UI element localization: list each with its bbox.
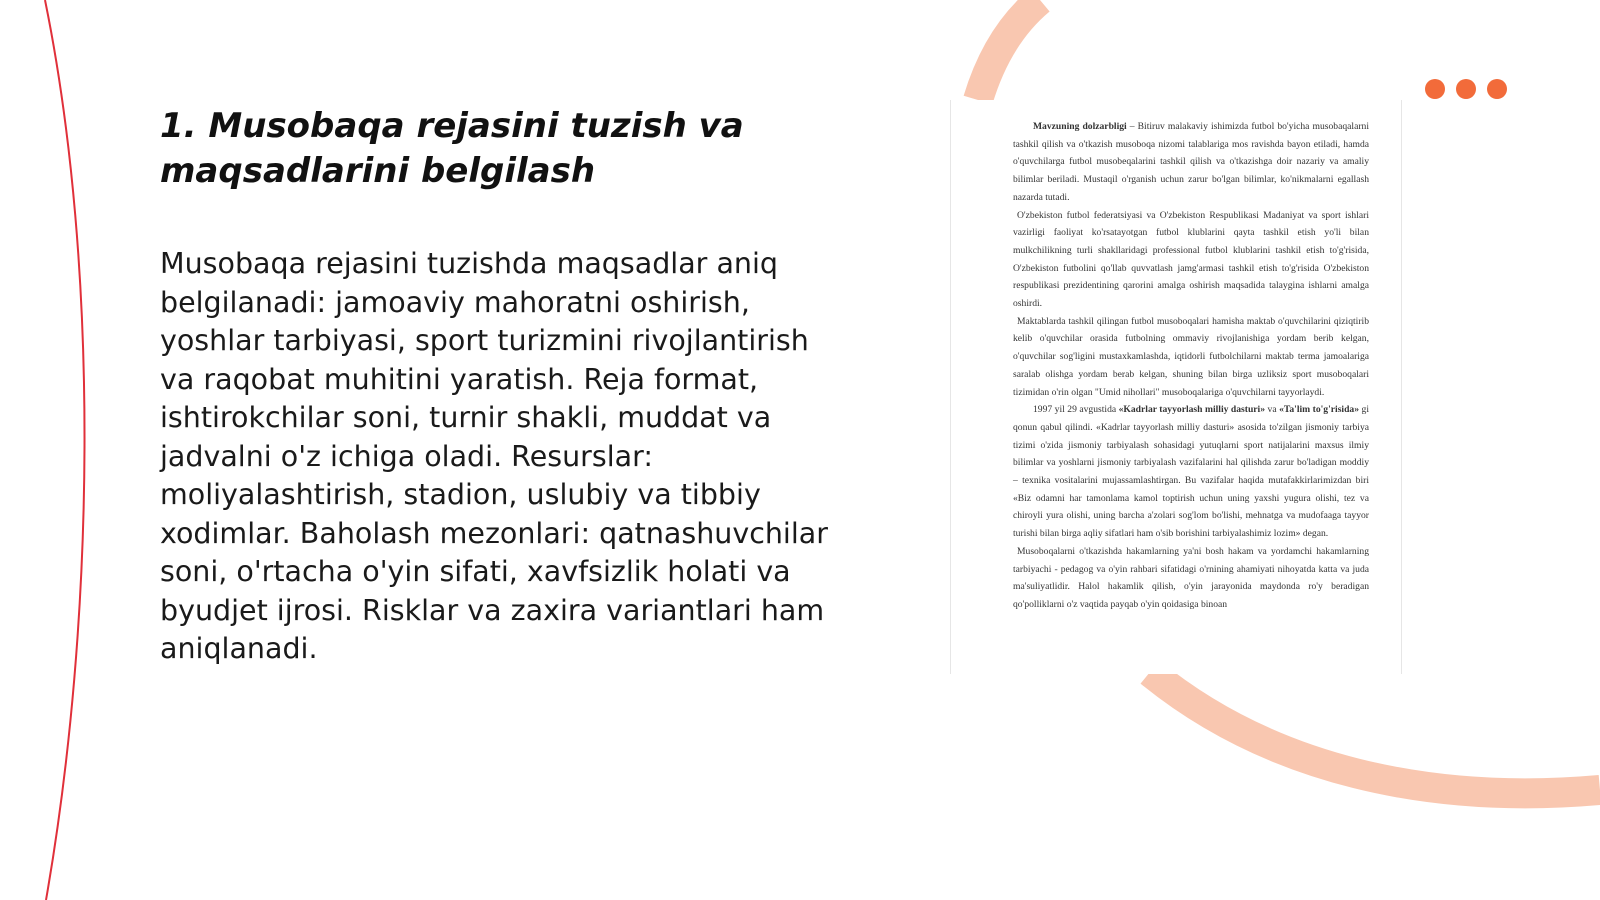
three-dots-icon (1425, 79, 1507, 99)
document-paragraph: Mavzuning dolzarbligi – Bitiruv malakaviy ishimizda futbol bo'yicha musobaqalarni tashkil qilish va o'tkazish musoboqa nizomi talablariga mos ravishda bayon etiladi, hamda o'quvchilarga futbol musobeqalarini tashkil qilish va o'tkazishga doir nazariy va amaliy bilimlar beriladi. Mustaqil o'rganish uchun zarur bo'lgan bilimlar, ko'nikmalarni egallash nazarda tutadi. (1013, 121, 1369, 203)
dot (1425, 79, 1445, 99)
top-orange-arc (978, 0, 1040, 100)
document-paragraph: 1997 yil 29 avgustida «Kadrlar tayyorlash milliy dasturi» va «Ta'lim to'g'risida» gi qonun qabul qilindi. «Kadrlar tayyorlash milliy dasturi» asosida to'zilgan jismoniy tarbiya tizimi o'zida jismoniy tarbiyalash sohasidagi yutuqlarni sport natijalarini maxsus ilmiy bilimlar va yoshlarni jismoniy tarbiyalash vazifalarini hal qilishda zarur bo'ladigan moddiy – texnika vositalarini mujassamlashtirgan. Bu vazifalar haqida mutafakkirlarimizdan biri «Biz odamni har tamonlama kamol toptirish uchun uning yaxshi yugura olishi, tez va chiroyli yura olishi, uning barcha a'zolari sog'lom bo'lishi, mehnatga va mudofaaga tayyor turishi bilan birga aqliy sifatlari ham o'sib borishini tarbiyalashimiz lozim» degan. (1013, 404, 1369, 540)
dot (1487, 79, 1507, 99)
dot (1456, 79, 1476, 99)
slide-body-text: Musobaqa rejasini tuzishda maqsadlar aniq belgilanadi: jamoaviy mahoratni oshirish, yoshlar tarbiyasi, sport turizmini rivojlantirish va raqobat muhitini yaratish. Reja format, ishtirokchilar soni, turnir shakli, muddat va jadvalni o'z ichiga oladi. Resurslar: moliyalashtirish, stadion, uslubiy va tibbiy xodimlar. Baholash mezonlari: qatnashuvchilar soni, o'rtacha o'yin sifati, xavfsizlik holati va byudjet ijrosi. Risklar va zaxira variantlari ham aniqlanadi. (160, 247, 828, 665)
document-paragraph: O'zbekiston futbol federatsiyasi va O'zbekiston Respublikasi Madaniyat va sport ishlari vazirligi faoliyat ko'rsatayotgan futbol klublarini qayta tashkil etish yo'li bilan mulkchilikning turli shakllaridagi professional futbol klublarini tashkil etish to'g'risida, O'zbekiston futbolini qo'llab quvvatlash jamg'armasi tashkil etish to'g'risida O'zbekiston respublikasi prezidentining qarorini amalga oshirish maqsadida talaygina ishlarni amalga oshirdi. (1013, 209, 1369, 310)
document-paragraph: Musoboqalarni o'tkazishda hakamlarning ya'ni bosh hakam va yordamchi hakamlarning tarbiyachi - pedagog va o'yin rahbari sifatidagi o'rnining ahamiyati nihoyatda katta va juda ma'suliyatlidir. Halol hakamlik qilish, o'yin jarayonida maydonda ro'y beradigan qo'polliklarni o'z vaqtida payqab o'yin qoidasiga binoan (1013, 545, 1369, 610)
bottom-orange-arc (1150, 672, 1600, 793)
document-paragraph: Maktablarda tashkil qilingan futbol musoboqalari hamisha maktab o'quvchilarini qiziqtirib kelib o'quvchilar orasida futbolning ommaviy rivojlanishiga yordam berib kelgan, o'quvchilar sog'ligini mustaxkamlashda, iqtidorli futbolchilarni maktab terma jamoalariga saralab olishga yordam berab kelgan, shuning bilan birga uzliksiz sport musoboqalari tizimidan o'rin olgan "Umid nihollari" musoboqalariga o'quvchilarni tayyorlaydi. (1013, 315, 1369, 398)
document-page-image (950, 100, 1402, 674)
document-text (1013, 118, 1369, 614)
slide-title: 1. Musobaqa rejasini tuzish va maqsadlarini belgilash (160, 106, 744, 191)
left-red-curve (45, 0, 85, 900)
